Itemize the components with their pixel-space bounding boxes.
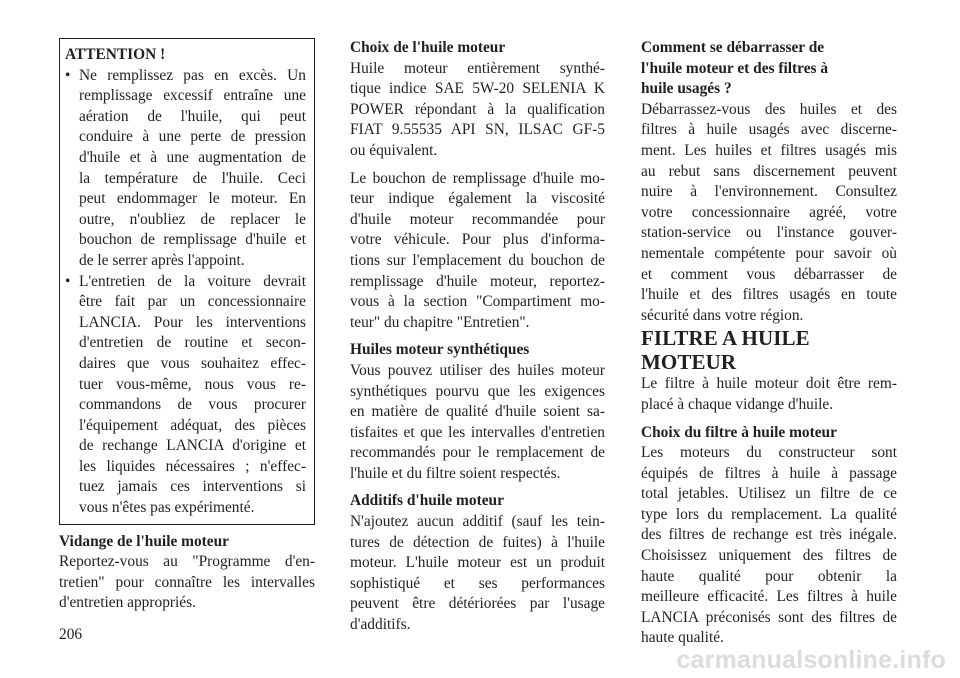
text-line: moteur. L'huile moteur est un produit — [350, 554, 605, 572]
text-line: ment. Les huiles et filtres usagés mis — [641, 141, 897, 159]
text-line: recommandés pour le remplacement de — [350, 444, 605, 462]
paragraph-choix-huile — [350, 59, 605, 162]
paragraph-filtre — [641, 374, 897, 415]
page-number: 206 — [59, 626, 83, 643]
text-line: Huile moteur entièrement synthé- — [350, 59, 605, 77]
text-line: être fait par un concessionnaire — [79, 293, 306, 311]
paragraph-vidange — [59, 552, 315, 614]
text-line: filtres à huile usagés avec discerne- — [641, 121, 897, 139]
column-right — [641, 38, 897, 649]
text-line: teur" du chapitre "Entretien". — [350, 313, 530, 331]
text-line: conduire à une perte de pression — [79, 128, 306, 146]
text-line: tures de détection de fuites) à l'huile — [350, 533, 605, 551]
heading-huiles-synthetiques: Huiles moteur synthétiques — [350, 341, 530, 359]
text-line: POWER répondant à la qualification — [350, 100, 605, 118]
text-line: Ne remplissez pas en excès. Un — [79, 66, 306, 84]
text-line: de rechange LANCIA d'origine et — [79, 437, 306, 455]
text-line: sécurité dans votre région. — [641, 306, 804, 324]
text-line: daires que vous souhaitez effec- — [79, 354, 306, 372]
text-line: d'huile et à une augmentation de — [79, 148, 306, 166]
attention-bullet-overfill — [63, 66, 306, 272]
column-middle — [350, 38, 605, 636]
paragraph-choix-filtre — [641, 443, 897, 649]
heading-debarrasser — [641, 38, 897, 100]
text-line: ou équivalent. — [350, 141, 438, 159]
heading-vidange: Vidange de l'huile moteur — [59, 532, 230, 550]
paragraph-debarrasser — [641, 100, 897, 327]
attention-bullet-dealer — [63, 272, 306, 519]
paragraph-bouchon — [350, 169, 605, 334]
text-line: nementale compétente pour savoir où — [641, 244, 897, 262]
text-line: station-service ou l'instance gouver- — [641, 224, 897, 242]
text-line: l'huile et du filtre soient respectés. — [350, 464, 561, 482]
text-line: des filtres de rechange est très inégale. — [641, 526, 897, 544]
text-line: les liquides nécessaires ; n'effec- — [79, 457, 306, 475]
text-line: remplissage d'huile moteur, reportez- — [350, 272, 605, 290]
attention-box — [59, 38, 315, 525]
text-line: en matière de qualité d'huile soient sa- — [350, 403, 605, 421]
text-line: LANCIA. Pour les interventions — [79, 313, 306, 331]
text-line: peuvent être détériorées par l'usage — [350, 595, 605, 613]
text-line: Vous pouvez utiliser des huiles moteur — [350, 361, 605, 379]
text-line: total jetables. Utilisez un filtre de ce — [641, 485, 897, 503]
attention-title: ATTENTION ! — [65, 46, 166, 63]
text-line: votre concessionnaire agréé, votre — [641, 203, 897, 221]
text-line: Le bouchon de remplissage d'huile mo- — [350, 169, 605, 187]
text-line: Reportez-vous au "Programme d'en- — [59, 553, 315, 571]
text-line: synthétiques pourvu que les exigences — [350, 382, 605, 400]
text-line: teur indique également la viscosité — [350, 190, 605, 208]
text-line: tretien" pour connaître les intervalles — [59, 573, 315, 591]
text-line: remplissage excessif entraîne une — [79, 87, 306, 105]
text-line: meilleure efficacité. Les filtres à huile — [641, 588, 897, 606]
text-line: vous à la section "Compartiment mo- — [350, 293, 605, 311]
column-left — [59, 38, 315, 614]
text-line: Choisissez uniquement des filtres de — [641, 547, 897, 565]
paragraph-additifs — [350, 512, 605, 636]
text-line: outre, n'oubliez de replacer le — [79, 210, 306, 228]
text-line: FIAT 9.55535 API SN, ILSAC GF-5 — [350, 121, 605, 139]
text-line: haute qualité pour obtenir la — [641, 567, 897, 585]
text-line: peut endommager le moteur. En — [79, 190, 306, 208]
text-line: huile usagés ? — [641, 80, 732, 98]
text-line: LANCIA préconisés sont des filtres de — [641, 608, 897, 626]
paragraph-huiles-synthetiques — [350, 361, 605, 485]
text-line: équipés de filtres à huile à passage — [641, 464, 897, 482]
text-line: aération de l'huile, qui peut — [79, 107, 306, 125]
text-line: Les moteurs du constructeur sont — [641, 444, 897, 462]
text-line: et comment vous débarrasser de — [641, 265, 897, 283]
text-line: Le filtre à huile moteur doit être rem- — [641, 375, 897, 393]
text-line: tions sur l'emplacement du bouchon de — [350, 251, 605, 269]
section-title-filtre: FILTRE A HUILE MOTEUR — [641, 326, 810, 375]
text-line: commandons de vous procurer — [79, 396, 306, 414]
bullet-text — [79, 66, 306, 272]
text-line: d'entretien appropriés. — [59, 594, 196, 612]
text-line: Comment se débarrasser de — [641, 39, 825, 56]
text-line: tuez jamais ces interventions si — [79, 478, 306, 496]
text-line: sophistiqué et ses performances — [350, 574, 605, 592]
bullet-text — [79, 272, 306, 519]
heading-additifs: Additifs d'huile moteur — [350, 492, 504, 510]
text-line: tisfaites et que les intervalles d'entretien — [350, 423, 605, 441]
heading-choix-filtre: Choix du filtre à huile moteur — [641, 423, 837, 441]
watermark: carmanualsonline.info — [676, 646, 946, 674]
text-line: bouchon de remplissage d'huile et — [79, 231, 306, 249]
text-line: d'entretien de routine et secon- — [79, 334, 306, 352]
text-line: tuer vous-même, nous vous re- — [79, 375, 306, 393]
text-line: L'entretien de la voiture devrait — [79, 272, 306, 290]
text-line: d'additifs. — [350, 616, 411, 634]
text-line: N'ajoutez aucun additif (sauf les tein- — [350, 513, 605, 531]
text-line: de le serrer après l'appoint. — [79, 251, 245, 269]
bullet-icon: • — [65, 66, 71, 84]
text-line: Débarrassez-vous des huiles et des — [641, 100, 897, 118]
text-line: l'huile et des filtres usagés en toute — [641, 286, 897, 304]
text-line: l'huile moteur et des filtres à — [641, 59, 829, 77]
text-line: l'équipement adéquat, des pièces — [79, 416, 306, 434]
text-line: d'huile moteur recommandée pour — [350, 210, 605, 228]
text-line: votre véhicule. Pour plus d'informa- — [350, 231, 605, 249]
text-line: tique indice SAE 5W-20 SELENIA K — [350, 80, 605, 98]
text-line: haute qualité. — [641, 629, 724, 647]
text-line: au rebut sans discernement peuvent — [641, 162, 897, 180]
text-line: nuire à l'environnement. Consultez — [641, 183, 897, 201]
text-line: placé à chaque vidange d'huile. — [641, 395, 834, 413]
text-line: la température de l'huile. Ceci — [79, 169, 306, 187]
text-line: vous n'êtes pas expérimenté. — [79, 499, 255, 517]
heading-choix-huile: Choix de l'huile moteur — [350, 39, 506, 56]
bullet-icon: • — [65, 272, 71, 290]
text-line: type lors du remplacement. La qualité — [641, 505, 897, 523]
